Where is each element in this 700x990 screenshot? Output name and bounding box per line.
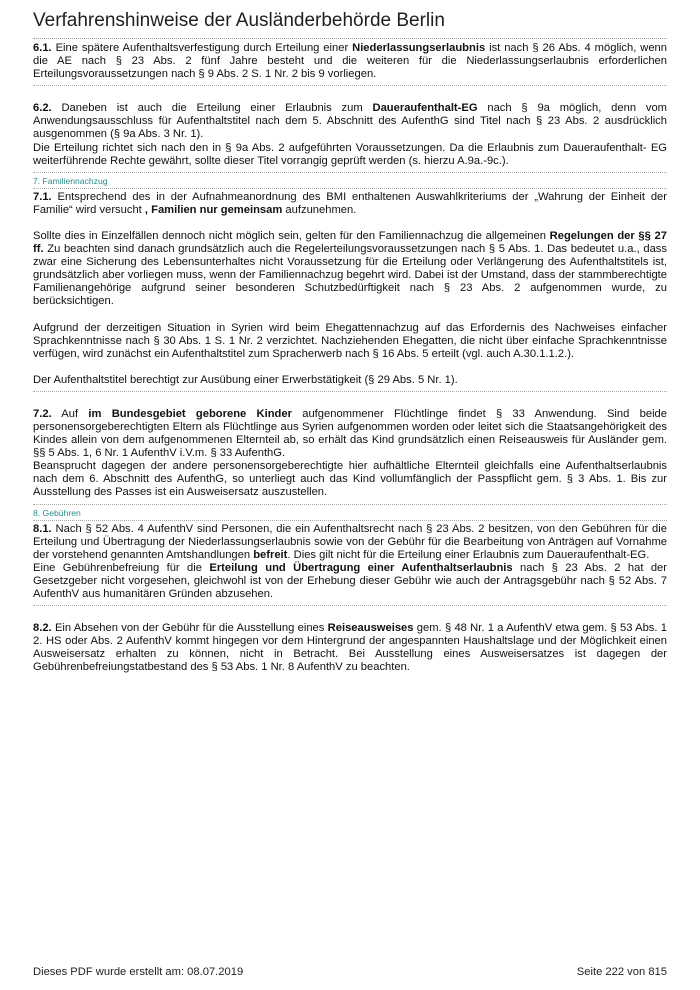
section-number: 7.1.	[33, 190, 52, 203]
paragraph-7-1-rules: Sollte dies in Einzelfällen dennoch nicht möglich sein, gelten für den Familiennachzug die allgemeinen Regelungen der §§ 27 ff. Zu beachten sind danach grundsätzlich auch die Regelerteilungsvoraussetzungen nach § 5 Abs. 1. Das bedeutet u.a., dass zwar eine Sicherung des Lebensunterhaltes nicht Voraussetzung für die Erteilung oder Verlängerung des Aufenthaltstitels ist, grundsätzlich aber vorliegen muss, wenn der Familiennachzug begehrt wird. Dabei ist der Umstand, dass der stammberechtigte Familienangehörige aufgrund seiner besonderen Schutzbedürftigkeit nach § 23 Abs. 2 aufgenommen wurde, zu berücksichtigen.	[33, 229, 667, 308]
section-7-1	[33, 191, 667, 392]
paragraph-8-1: 8.1. Nach § 52 Abs. 4 AufenthV sind Personen, die ein Aufenthaltsrecht nach § 23 Abs. 2 besitzen, von den Gebühren für die Erteilung und Übertragung der Niederlassungserlaubnis sowie von der Gebühr für die Bearbeitung von Anträgen auf Vornahme der vorstehend genannten Amtshandlungen befreit. Dies gilt nicht für die Erteilung einer Erlaubnis zum Daueraufenthalt-EG.	[33, 522, 667, 561]
section-heading-7: 7. Familiennachzug	[33, 176, 667, 189]
document-body	[33, 42, 667, 674]
paragraph-7-2: 7.2. Auf im Bundesgebiet geborene Kinder aufgenommener Flüchtlinge findet § 33 Anwendung. Sind beide personensorgeberechtigten Eltern als Flüchtlinge aus Syrien aufgenommen worden oder leitet sich die Staatsangehörigkeit des Kindes allein von dem aufgenommenen Elternteil ab, so erhält das Kind grundsätzlich einen Reiseausweis für Ausländer gem. §§ 5 Abs. 1, 6 Nr. 1 AufenthV i.V.m. § 33 AufenthG.	[33, 407, 667, 460]
section-number: 6.2.	[33, 102, 52, 115]
paragraph-7-1-work: Der Aufenthaltstitel berechtigt zur Ausübung einer Erwerbstätigkeit (§ 29 Abs. 5 Nr. 1).	[33, 373, 458, 386]
paragraph-8-1-cont: Eine Gebührenbefreiung für die Erteilung und Übertragung einer Aufenthaltserlaubnis nach § 23 Abs. 2 hat der Gesetzgeber nicht vorgesehen, gleichwohl ist von der Erhebung dieser Gebühr wie auch der Antragsgebühr nach § 52 Abs. 7 AufenthV aus humanitären Gründen abzusehen.	[33, 561, 667, 600]
paragraph-6-1: 6.1. Eine spätere Aufenthaltsverfestigung durch Erteilung einer Niederlassungserlaubnis ist nach § 26 Abs. 4 möglich, wenn die AE nach § 23 Abs. 2 fünf Jahre besteht und die weiteren für die Niederlassungserlaubnis erforderlichen Erteilungsvoraussetzungen nach § 9 Abs. 2 S. 1 Nr. 2 bis 9 vorliegen.	[33, 42, 667, 81]
section-8-2	[33, 622, 667, 674]
paragraph-7-2-cont: Beansprucht dagegen der andere personensorgeberechtigte hier aufhältliche Elternteil gleichfalls eine Aufenthaltserlaubnis nach dem 6. Abschnitt des AufenthG, so unterliegt auch das Kind vollumfänglich der Passpflicht gem. § 3 Abs. 1. Bis zur Ausstellung des Passes ist ein Ausweisersatz auszustellen.	[33, 460, 667, 499]
paragraph-7-1: 7.1. Entsprechend des in der Aufnahmeanordnung des BMI enthaltenen Auswahlkriteriums der „Wahrung der Einheit der Familie“ wird versucht , Familien nur gemeinsam aufzunehmen.	[33, 190, 667, 216]
section-heading-8: 8. Gebühren	[33, 508, 667, 521]
paragraph-8-2: 8.2. Ein Absehen von der Gebühr für die Ausstellung eines Reiseausweises gem. § 48 Nr. 1 a AufenthV etwa gem. § 53 Abs. 1 2. HS oder Abs. 2 AufenthV kommt hingegen vor dem Hintergrund der angespannten Haushaltslage und der Möglichkeit einen Ausweisersatz erhalten zu können, nicht in Betracht. Bei Ausstellung eines Ausweisersatzes ist dagegen der Gebührenbefreiungstatbestand des § 53 Abs. 1 Nr. 8 AufenthV zu beachten.	[33, 622, 667, 674]
section-6-2	[33, 102, 667, 172]
section-number: 6.1.	[33, 42, 52, 54]
section-8-1	[33, 523, 667, 607]
section-7-2	[33, 408, 667, 505]
section-number: 8.1.	[33, 522, 52, 535]
page-header-title: Verfahrenshinweise der Ausländerbehörde Berlin	[33, 10, 667, 39]
paragraph-6-2: 6.2. Daneben ist auch die Erteilung einer Erlaubnis zum Daueraufenthalt-EG nach § 9a möglich, denn vom Anwendungsausschluss für Aufenthaltstitel nach dem 5. Abschnitt des AufenthG sind Titel nach § 23 Abs. 2 ausdrücklich ausgenommen (§ 9a Abs. 3 Nr. 1).	[33, 102, 667, 141]
section-number: 8.2.	[33, 622, 52, 635]
section-number: 7.2.	[33, 407, 52, 420]
section-6-1	[33, 42, 667, 86]
paragraph-6-2-cont: Die Erteilung richtet sich nach den in § 9a Abs. 2 aufgeführten Voraussetzungen. Da die Erlaubnis zum Daueraufenthalt- EG weiterführende Rechte gewährt, sollte dieser Titel vorrangig geprüft werden (s. hierzu A.9a.-9c.).	[33, 141, 667, 167]
paragraph-7-1-syria: Aufgrund der derzeitigen Situation in Syrien wird beim Ehegattennachzug auf das Erfordernis des Nachweises einfacher Sprachkenntnisse nach § 30 Abs. 1 S. 1 Nr. 2 verzichtet. Nachziehenden Ehegatten, die nicht über einfache Sprachkenntnisse verfügen, wird zunächst ein Aufenthaltstitel zum Spracherwerb nach § 16 Abs. 5 erteilt (vgl. auch A.30.1.1.2.).	[33, 321, 667, 360]
footer-created-date: Dieses PDF wurde erstellt am: 08.07.2019	[33, 966, 244, 978]
footer-page-number: Seite 222 von 815	[576, 966, 667, 978]
